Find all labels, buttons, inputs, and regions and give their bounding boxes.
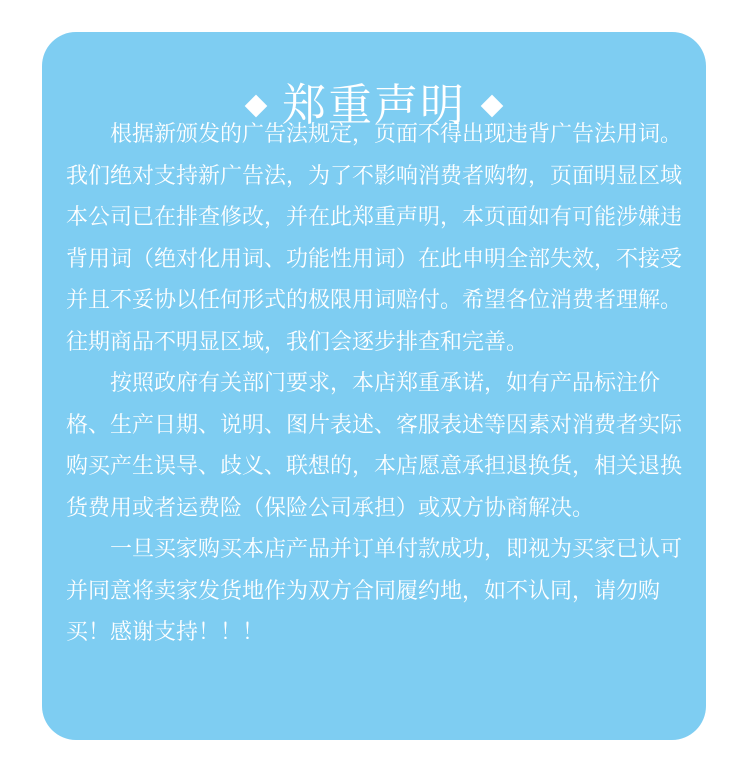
paragraph-store-commitment: 按照政府有关部门要求，本店郑重承诺，如有产品标注价格、生产日期、说明、图片表述、客服表述等因素对消费者实际购买产生误导、歧义、联想的，本店愿意承担退换货，相关退换货费用或者运费险（保险公司承担）或双方协商解决。 bbox=[66, 371, 683, 521]
notice-body bbox=[66, 114, 686, 654]
paragraph-advertising-law: 根据新颁发的广告法规定，页面不得出现违背广告法用词。我们绝对支持新广告法，为了不影响消费者购物，页面明显区域本公司已在排查修改，并在此郑重声明，本页面如有可能涉嫌违背用词（绝对化用词、功能性用词）在此申明全部失效，不接受并且不妥协以任何形式的极限用词赔付。希望各位消费者理解。往期商品不明显区域，我们会逐步排查和完善。 bbox=[66, 122, 683, 355]
notice-card bbox=[42, 32, 706, 740]
paragraph-purchase-agreement: 一旦买家购买本店产品并订单付款成功，即视为买家已认可并同意将卖家发货地作为双方合同履约地，如不认同，请勿购买！感谢支持！！！ bbox=[66, 537, 683, 645]
notice-title: 郑重声明 bbox=[282, 80, 466, 131]
